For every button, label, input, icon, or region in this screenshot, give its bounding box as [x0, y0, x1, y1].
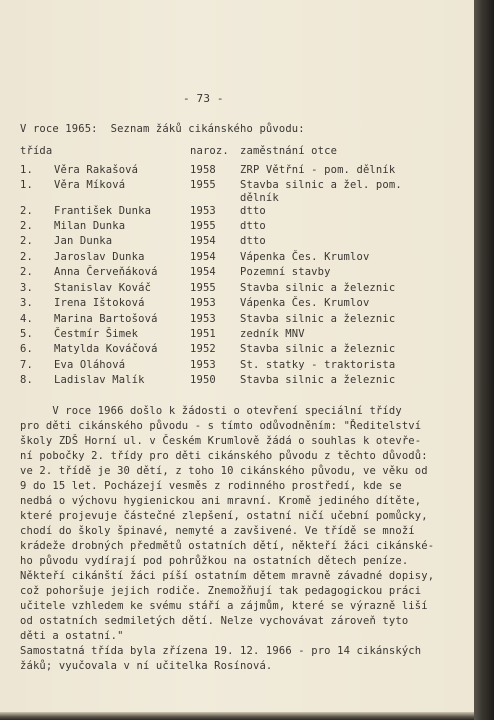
name-cell: Ladislav Malík [54, 374, 145, 386]
father-job-cell: Stavba silnic a žel. pom. [240, 179, 402, 191]
table-row [0, 179, 474, 204]
class-cell: 2. [20, 220, 33, 232]
birth-year-cell: 1953 [190, 313, 216, 325]
table-row [0, 251, 474, 267]
name-cell: Stanislav Kováč [54, 282, 152, 294]
class-cell: 2. [20, 205, 33, 217]
paragraph-line: které projevuje částečné zlepšení, ostatní ničí učební pomůcky, [20, 510, 428, 522]
class-cell: 6. [20, 343, 33, 355]
birth-year-cell: 1951 [190, 328, 216, 340]
class-cell: 5. [20, 328, 33, 340]
class-cell: 2. [20, 251, 33, 263]
father-job-cell: Stavba silnic a železnic [240, 374, 396, 386]
paragraph-line: V roce 1966 došlo k žádosti o otevření speciální třídy [20, 405, 402, 417]
birth-year-cell: 1955 [190, 282, 216, 294]
father-job-cell: Stavba silnic a železnic [240, 313, 396, 325]
father-job-cell: Stavba silnic a železnic [240, 282, 396, 294]
paragraph-line: chodí do školy špinavé, nemyté a zavšivené. Ve třídě se množí [20, 525, 415, 537]
paragraph-line: žáků; vyučovala v ní učitelka Rosínová. [20, 660, 273, 672]
page-bottom-edge [0, 712, 474, 720]
list-heading: V roce 1965: Seznam žáků cikánského původu: [20, 123, 305, 135]
paragraph-line: ho původu vydírají pod pohrůžkou na ostatních dětech peníze. [20, 555, 409, 567]
page-number: - 73 - [183, 92, 224, 105]
paragraph-line: školy ZDŠ Horní ul. v Českém Krumlově žádá o souhlas k otevře- [20, 435, 422, 447]
header-class: třída [20, 145, 53, 157]
table-row [0, 282, 474, 298]
name-cell: František Dunka [54, 205, 152, 217]
birth-year-cell: 1955 [190, 179, 216, 191]
name-cell: Věra Rakašová [54, 164, 139, 176]
body-paragraph [20, 404, 440, 674]
class-cell: 3. [20, 297, 33, 309]
father-job-cell: St. statky - traktorista [240, 359, 396, 371]
table-row [0, 313, 474, 329]
father-job-cell: Stavba silnic a železnic [240, 343, 396, 355]
paragraph-line: Samostatná třída byla zřízena 19. 12. 1966 - pro 14 cikánských [20, 645, 422, 657]
birth-year-cell: 1954 [190, 251, 216, 263]
birth-year-cell: 1952 [190, 343, 216, 355]
name-cell: Matylda Kováčová [54, 343, 158, 355]
class-cell: 2. [20, 235, 33, 247]
paragraph-line: Někteří cikánští žáci píší ostatním dětem mravně závadné dopisy, [20, 570, 435, 582]
paragraph-line: ní pobočky 2. třídy pro děti cikánského původu z těchto důvodů: [20, 450, 428, 462]
class-cell: 8. [20, 374, 33, 386]
header-birth: naroz. [190, 145, 229, 157]
birth-year-cell: 1953 [190, 297, 216, 309]
name-cell: Marina Bartošová [54, 313, 158, 325]
table-header [0, 145, 474, 161]
paragraph-line: učitele vzhledem ke svému stáří a zájmům, které se výrazně liší [20, 600, 428, 612]
name-cell: Věra Míková [54, 179, 126, 191]
birth-year-cell: 1950 [190, 374, 216, 386]
birth-year-cell: 1958 [190, 164, 216, 176]
class-cell: 4. [20, 313, 33, 325]
table-row [0, 266, 474, 282]
paragraph-line: nedbá o výchovu hygienickou ani mravní. Kromě jediného dítěte, [20, 495, 422, 507]
table-row [0, 235, 474, 251]
name-cell: Eva Oláhová [54, 359, 126, 371]
class-cell: 1. [20, 164, 33, 176]
father-job-cell: Pozemní stavby [240, 266, 331, 278]
header-job: zaměstnání otce [240, 145, 338, 157]
class-cell: 2. [20, 266, 33, 278]
father-job-cell: Vápenka Čes. Krumlov [240, 251, 370, 263]
table-row [0, 374, 474, 390]
paragraph-line: což pohoršuje jejich rodiče. Znemožňují tak pedagogickou práci [20, 585, 422, 597]
table-row [0, 220, 474, 236]
father-job-cell: dtto [240, 205, 266, 217]
birth-year-cell: 1954 [190, 235, 216, 247]
father-job-cell-continued: dělník [240, 192, 279, 204]
birth-year-cell: 1955 [190, 220, 216, 232]
table-row [0, 328, 474, 344]
father-job-cell: ZRP Větřní - pom. dělník [240, 164, 396, 176]
birth-year-cell: 1954 [190, 266, 216, 278]
book-gutter [474, 0, 494, 720]
birth-year-cell: 1953 [190, 359, 216, 371]
father-job-cell: dtto [240, 235, 266, 247]
name-cell: Anna Červeňáková [54, 266, 158, 278]
name-cell: Irena Ištoková [54, 297, 145, 309]
father-job-cell: zedník MNV [240, 328, 305, 340]
name-cell: Čestmír Šimek [54, 328, 139, 340]
birth-year-cell: 1953 [190, 205, 216, 217]
name-cell: Jaroslav Dunka [54, 251, 145, 263]
table-row [0, 205, 474, 221]
paragraph-line: děti a ostatní." [20, 630, 124, 642]
father-job-cell: dtto [240, 220, 266, 232]
table-row [0, 164, 474, 180]
name-cell: Jan Dunka [54, 235, 113, 247]
class-cell: 7. [20, 359, 33, 371]
paragraph-line: ve 2. třídě je 30 dětí, z toho 10 cikánského původu, ve věku od [20, 465, 428, 477]
table-row [0, 359, 474, 375]
father-job-cell: Vápenka Čes. Krumlov [240, 297, 370, 309]
class-cell: 1. [20, 179, 33, 191]
paragraph-line: krádeže drobných předmětů ostatních dětí, někteří žáci cikánské- [20, 540, 435, 552]
name-cell: Milan Dunka [54, 220, 126, 232]
table-row [0, 297, 474, 313]
paragraph-line: od ostatních sedmiletých dětí. Nelze vychovávat zároveň tyto [20, 615, 409, 627]
paragraph-line: 9 do 15 let. Pocházejí vesměs z rodinného prostředí, kde se [20, 480, 402, 492]
class-cell: 3. [20, 282, 33, 294]
table-row [0, 343, 474, 359]
paragraph-line: pro děti cikánského původu - s tímto odůvodněním: "Ředitelství [20, 420, 422, 432]
